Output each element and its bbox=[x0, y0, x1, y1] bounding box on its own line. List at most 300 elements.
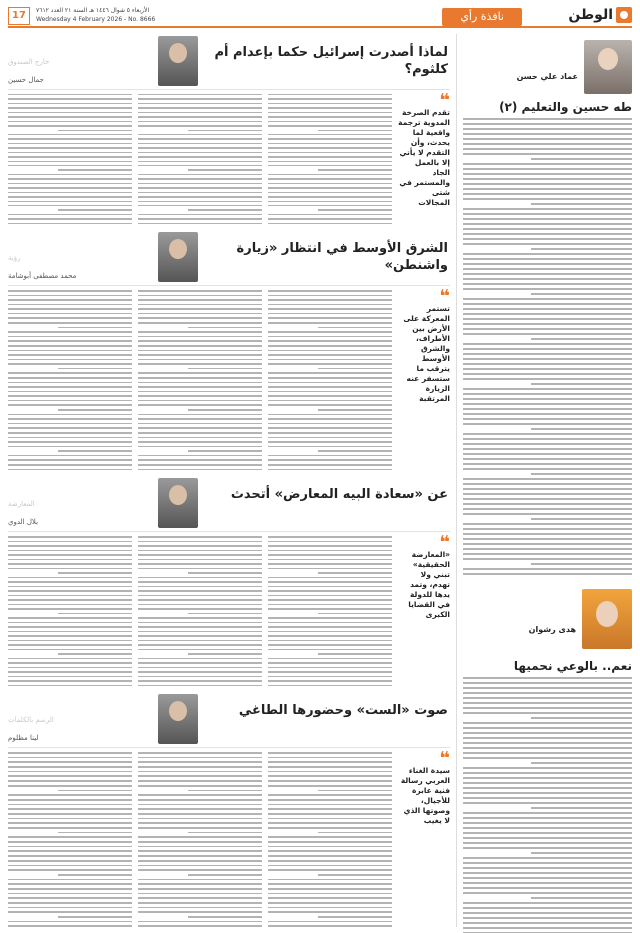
text-line bbox=[463, 183, 632, 185]
text-line bbox=[188, 327, 262, 329]
text-line bbox=[531, 852, 632, 854]
text-line bbox=[8, 685, 132, 687]
text-line bbox=[463, 777, 632, 779]
text-line bbox=[138, 921, 262, 923]
text-line bbox=[138, 201, 262, 202]
text-line bbox=[8, 386, 132, 388]
text-line bbox=[8, 897, 132, 899]
text-line bbox=[8, 459, 132, 461]
text-line bbox=[463, 513, 632, 515]
text-line bbox=[268, 617, 392, 619]
text-line bbox=[138, 757, 262, 759]
text-line bbox=[188, 874, 262, 876]
text-line bbox=[138, 879, 262, 881]
text-line bbox=[268, 604, 392, 606]
text-line bbox=[138, 841, 262, 843]
text-line bbox=[138, 883, 262, 885]
text-line bbox=[268, 635, 392, 637]
logo-icon bbox=[616, 7, 632, 23]
text-line bbox=[268, 395, 392, 397]
text-line bbox=[463, 782, 632, 784]
text-line bbox=[268, 427, 392, 429]
text-line bbox=[463, 298, 632, 300]
text-line bbox=[138, 218, 262, 219]
text-line bbox=[268, 883, 392, 885]
text-line bbox=[138, 902, 262, 904]
text-column bbox=[138, 94, 262, 224]
text-line bbox=[8, 152, 132, 153]
text-line bbox=[8, 771, 132, 773]
text-line bbox=[463, 148, 632, 150]
text-line bbox=[463, 463, 632, 465]
text-line bbox=[268, 813, 392, 815]
text-line bbox=[463, 857, 632, 859]
text-line bbox=[8, 617, 132, 619]
text-line bbox=[8, 635, 132, 637]
text-line bbox=[8, 680, 132, 682]
text-line bbox=[268, 94, 392, 95]
text-line bbox=[531, 518, 632, 520]
text-line bbox=[138, 372, 262, 374]
text-line bbox=[188, 209, 262, 210]
text-line bbox=[463, 682, 632, 684]
text-line bbox=[268, 152, 392, 153]
text-line bbox=[138, 752, 262, 754]
text-line bbox=[531, 762, 632, 764]
text-line bbox=[138, 846, 262, 848]
text-line bbox=[268, 107, 392, 108]
text-line bbox=[8, 103, 132, 104]
text-line bbox=[268, 879, 392, 881]
pull-quote: ❝ «المعارضة الحقيقية» تبني ولا تهدم، وتمد يدها للدولة في القضايا الكبرى bbox=[398, 536, 450, 686]
text-line bbox=[463, 568, 632, 570]
text-line bbox=[138, 676, 262, 678]
text-line bbox=[138, 377, 262, 379]
text-line bbox=[268, 622, 392, 624]
author-name: هدى رشوان bbox=[528, 625, 576, 634]
text-line bbox=[268, 218, 392, 219]
text-line bbox=[268, 459, 392, 461]
text-line bbox=[268, 631, 392, 633]
text-line bbox=[138, 313, 262, 315]
text-line bbox=[268, 911, 392, 913]
text-line bbox=[8, 907, 132, 909]
text-line bbox=[463, 223, 632, 225]
quote-icon: ❝ bbox=[439, 748, 450, 769]
text-line bbox=[8, 622, 132, 624]
text-line bbox=[138, 850, 262, 852]
text-line bbox=[8, 336, 132, 338]
text-line bbox=[463, 697, 632, 699]
text-line bbox=[8, 116, 132, 117]
text-line bbox=[138, 354, 262, 356]
text-line bbox=[463, 543, 632, 545]
text-line bbox=[463, 263, 632, 265]
text-line bbox=[138, 550, 262, 552]
text-line bbox=[463, 488, 632, 490]
text-line bbox=[268, 775, 392, 777]
text-line bbox=[463, 143, 632, 145]
text-line bbox=[463, 922, 632, 924]
text-line bbox=[268, 340, 392, 342]
text-line bbox=[268, 446, 392, 448]
text-line bbox=[463, 817, 632, 819]
text-line bbox=[8, 925, 132, 927]
text-line bbox=[138, 223, 262, 224]
text-line bbox=[8, 437, 132, 439]
text-line bbox=[8, 804, 132, 806]
text-line bbox=[138, 780, 262, 782]
text-line bbox=[138, 608, 262, 610]
text-line bbox=[268, 299, 392, 301]
text-line bbox=[268, 469, 392, 471]
article bbox=[8, 230, 450, 470]
text-line bbox=[268, 201, 392, 202]
text-line bbox=[318, 368, 392, 370]
text-line bbox=[8, 799, 132, 801]
text-column bbox=[268, 94, 392, 224]
text-line bbox=[8, 295, 132, 297]
text-line bbox=[8, 331, 132, 333]
text-line bbox=[268, 536, 392, 538]
text-line bbox=[138, 304, 262, 306]
text-line bbox=[8, 345, 132, 347]
text-line bbox=[463, 213, 632, 215]
text-line bbox=[463, 303, 632, 305]
text-line bbox=[138, 865, 262, 867]
article-body bbox=[8, 748, 450, 927]
text-line bbox=[463, 123, 632, 125]
text-line bbox=[138, 125, 262, 126]
text-line bbox=[8, 304, 132, 306]
text-line bbox=[188, 169, 262, 170]
text-line bbox=[8, 441, 132, 443]
text-line bbox=[8, 883, 132, 885]
text-line bbox=[58, 209, 132, 210]
text-line bbox=[463, 712, 632, 714]
text-line bbox=[268, 818, 392, 820]
text-line bbox=[8, 455, 132, 457]
text-line bbox=[268, 143, 392, 144]
text-line bbox=[268, 363, 392, 365]
text-line bbox=[268, 98, 392, 99]
text-line bbox=[8, 846, 132, 848]
text-line bbox=[531, 383, 632, 385]
text-line bbox=[138, 161, 262, 162]
text-line bbox=[188, 832, 262, 834]
text-line bbox=[268, 662, 392, 664]
text-line bbox=[8, 827, 132, 829]
masthead bbox=[8, 6, 632, 28]
text-line bbox=[138, 395, 262, 397]
text-line bbox=[463, 153, 632, 155]
text-line bbox=[8, 563, 132, 565]
text-line bbox=[531, 807, 632, 809]
text-line bbox=[8, 432, 132, 434]
quote-icon: ❝ bbox=[439, 286, 450, 307]
text-line bbox=[463, 178, 632, 180]
pull-quote: ❝ سيدة الغناء العربي رسالة فنية عابرة للأجيال، وصوتها الذي لا يغيب bbox=[398, 752, 450, 927]
text-line bbox=[463, 767, 632, 769]
text-line bbox=[268, 827, 392, 829]
text-line bbox=[188, 572, 262, 574]
text-line bbox=[8, 888, 132, 890]
text-line bbox=[138, 813, 262, 815]
text-line bbox=[268, 223, 392, 224]
text-line bbox=[268, 308, 392, 310]
text-line bbox=[8, 192, 132, 193]
text-line bbox=[138, 400, 262, 402]
text-line bbox=[463, 498, 632, 500]
text-line bbox=[138, 635, 262, 637]
text-line bbox=[463, 727, 632, 729]
text-line bbox=[463, 533, 632, 535]
text-line bbox=[268, 121, 392, 122]
text-line bbox=[188, 653, 262, 655]
quote-icon: ❝ bbox=[439, 90, 450, 111]
text-line bbox=[268, 134, 392, 135]
text-line bbox=[8, 644, 132, 646]
text-line bbox=[268, 590, 392, 592]
text-line bbox=[318, 572, 392, 574]
text-line bbox=[463, 278, 632, 280]
text-line bbox=[463, 243, 632, 245]
text-line bbox=[8, 354, 132, 356]
article-header bbox=[8, 34, 450, 90]
text-line bbox=[8, 414, 132, 416]
text-line bbox=[8, 631, 132, 633]
text-line bbox=[268, 581, 392, 583]
text-line bbox=[8, 121, 132, 122]
text-line bbox=[463, 393, 632, 395]
text-line bbox=[138, 112, 262, 113]
text-line bbox=[8, 174, 132, 175]
text-line bbox=[463, 687, 632, 689]
text-line bbox=[463, 413, 632, 415]
text-line bbox=[268, 400, 392, 402]
column-body bbox=[463, 677, 632, 933]
text-line bbox=[463, 268, 632, 270]
text-line bbox=[8, 313, 132, 315]
text-column bbox=[268, 290, 392, 470]
text-line bbox=[138, 382, 262, 384]
text-line bbox=[188, 790, 262, 792]
text-line bbox=[138, 907, 262, 909]
column-body bbox=[463, 118, 632, 575]
column-tag: رؤية bbox=[8, 254, 21, 262]
text-line bbox=[268, 432, 392, 434]
text-line bbox=[268, 214, 392, 215]
text-line bbox=[8, 879, 132, 881]
text-line bbox=[463, 423, 632, 425]
text-line bbox=[8, 860, 132, 862]
text-line bbox=[8, 134, 132, 135]
text-line bbox=[138, 631, 262, 633]
text-line bbox=[138, 336, 262, 338]
text-line bbox=[463, 308, 632, 310]
section-title: نافذة رأي bbox=[442, 8, 522, 26]
text-line bbox=[268, 156, 392, 157]
text-line bbox=[138, 317, 262, 319]
text-line bbox=[268, 455, 392, 457]
text-line bbox=[8, 299, 132, 301]
text-line bbox=[268, 414, 392, 416]
text-line bbox=[268, 418, 392, 420]
text-line bbox=[463, 902, 632, 904]
text-line bbox=[8, 559, 132, 561]
text-line bbox=[463, 772, 632, 774]
text-line bbox=[268, 822, 392, 824]
text-line bbox=[531, 473, 632, 475]
text-line bbox=[8, 545, 132, 547]
text-line bbox=[463, 483, 632, 485]
text-line bbox=[8, 94, 132, 95]
text-line bbox=[318, 790, 392, 792]
text-line bbox=[138, 804, 262, 806]
text-line bbox=[463, 907, 632, 909]
text-line bbox=[268, 336, 392, 338]
text-line bbox=[58, 169, 132, 170]
text-line bbox=[138, 138, 262, 139]
text-line bbox=[8, 404, 132, 406]
text-line bbox=[463, 747, 632, 749]
text-line bbox=[463, 193, 632, 195]
text-line bbox=[463, 258, 632, 260]
text-line bbox=[138, 331, 262, 333]
text-line bbox=[8, 400, 132, 402]
text-line bbox=[463, 353, 632, 355]
text-line bbox=[268, 559, 392, 561]
text-line bbox=[188, 613, 262, 615]
text-line bbox=[58, 613, 132, 615]
text-line bbox=[463, 882, 632, 884]
text-line bbox=[463, 173, 632, 175]
text-line bbox=[463, 862, 632, 864]
article-title: صوت «الست» وحضورها الطاغي bbox=[238, 703, 448, 718]
article-title: لماذا أصدرت إسرائيل حكما بإعدام أم كلثوم؟ bbox=[214, 45, 448, 77]
text-line bbox=[8, 813, 132, 815]
text-line bbox=[8, 775, 132, 777]
text-line bbox=[463, 228, 632, 230]
text-line bbox=[8, 841, 132, 843]
text-line bbox=[8, 223, 132, 224]
text-line bbox=[8, 676, 132, 678]
text-line bbox=[138, 541, 262, 543]
text-column bbox=[268, 752, 392, 927]
text-line bbox=[531, 338, 632, 340]
text-line bbox=[8, 671, 132, 673]
text-line bbox=[8, 156, 132, 157]
text-line bbox=[268, 846, 392, 848]
text-line bbox=[463, 877, 632, 879]
text-line bbox=[463, 892, 632, 894]
text-line bbox=[463, 273, 632, 275]
text-line bbox=[318, 450, 392, 452]
text-line bbox=[463, 198, 632, 200]
text-line bbox=[268, 865, 392, 867]
text-line bbox=[138, 808, 262, 810]
text-line bbox=[188, 450, 262, 452]
text-line bbox=[138, 649, 262, 651]
text-line bbox=[138, 107, 262, 108]
text-line bbox=[188, 409, 262, 411]
text-line bbox=[268, 855, 392, 857]
author-name: جمال حسين bbox=[8, 76, 44, 84]
logo-text: الوطن bbox=[568, 7, 613, 23]
text-line bbox=[138, 911, 262, 913]
text-line bbox=[318, 209, 392, 210]
text-line bbox=[138, 827, 262, 829]
text-line bbox=[268, 888, 392, 890]
text-line bbox=[8, 308, 132, 310]
author-name: محمد مصطفى أبوشامة bbox=[8, 272, 77, 280]
text-line bbox=[138, 685, 262, 687]
text-line bbox=[463, 493, 632, 495]
text-line bbox=[138, 869, 262, 871]
text-line bbox=[8, 550, 132, 552]
text-line bbox=[268, 860, 392, 862]
text-line bbox=[268, 192, 392, 193]
text-line bbox=[8, 766, 132, 768]
text-line bbox=[58, 916, 132, 918]
text-line bbox=[318, 130, 392, 131]
text-line bbox=[138, 441, 262, 443]
text-line bbox=[463, 388, 632, 390]
text-line bbox=[268, 125, 392, 126]
text-line bbox=[138, 350, 262, 352]
text-line bbox=[268, 640, 392, 642]
text-line bbox=[8, 382, 132, 384]
text-line bbox=[8, 541, 132, 543]
text-line bbox=[531, 293, 632, 295]
text-line bbox=[268, 138, 392, 139]
text-line bbox=[138, 94, 262, 95]
text-line bbox=[268, 178, 392, 179]
text-line bbox=[268, 322, 392, 324]
text-line bbox=[463, 448, 632, 450]
text-line bbox=[318, 874, 392, 876]
text-line bbox=[268, 205, 392, 206]
text-line bbox=[268, 599, 392, 601]
text-line bbox=[531, 248, 632, 250]
text-line bbox=[138, 658, 262, 660]
text-line bbox=[8, 921, 132, 923]
text-line bbox=[531, 158, 632, 160]
text-line bbox=[463, 233, 632, 235]
text-line bbox=[268, 345, 392, 347]
text-line bbox=[463, 283, 632, 285]
text-line bbox=[8, 201, 132, 202]
text-line bbox=[268, 836, 392, 838]
text-line bbox=[268, 785, 392, 787]
text-line bbox=[268, 568, 392, 570]
text-line bbox=[268, 295, 392, 297]
text-line bbox=[268, 116, 392, 117]
text-line bbox=[463, 238, 632, 240]
text-line bbox=[463, 363, 632, 365]
text-line bbox=[463, 348, 632, 350]
text-line bbox=[463, 188, 632, 190]
text-line bbox=[58, 832, 132, 834]
article-header bbox=[8, 476, 450, 532]
text-line bbox=[8, 446, 132, 448]
text-line bbox=[463, 373, 632, 375]
author-block bbox=[463, 34, 632, 96]
text-line bbox=[8, 902, 132, 904]
text-line bbox=[8, 822, 132, 824]
text-line bbox=[268, 752, 392, 754]
text-column bbox=[8, 536, 132, 686]
